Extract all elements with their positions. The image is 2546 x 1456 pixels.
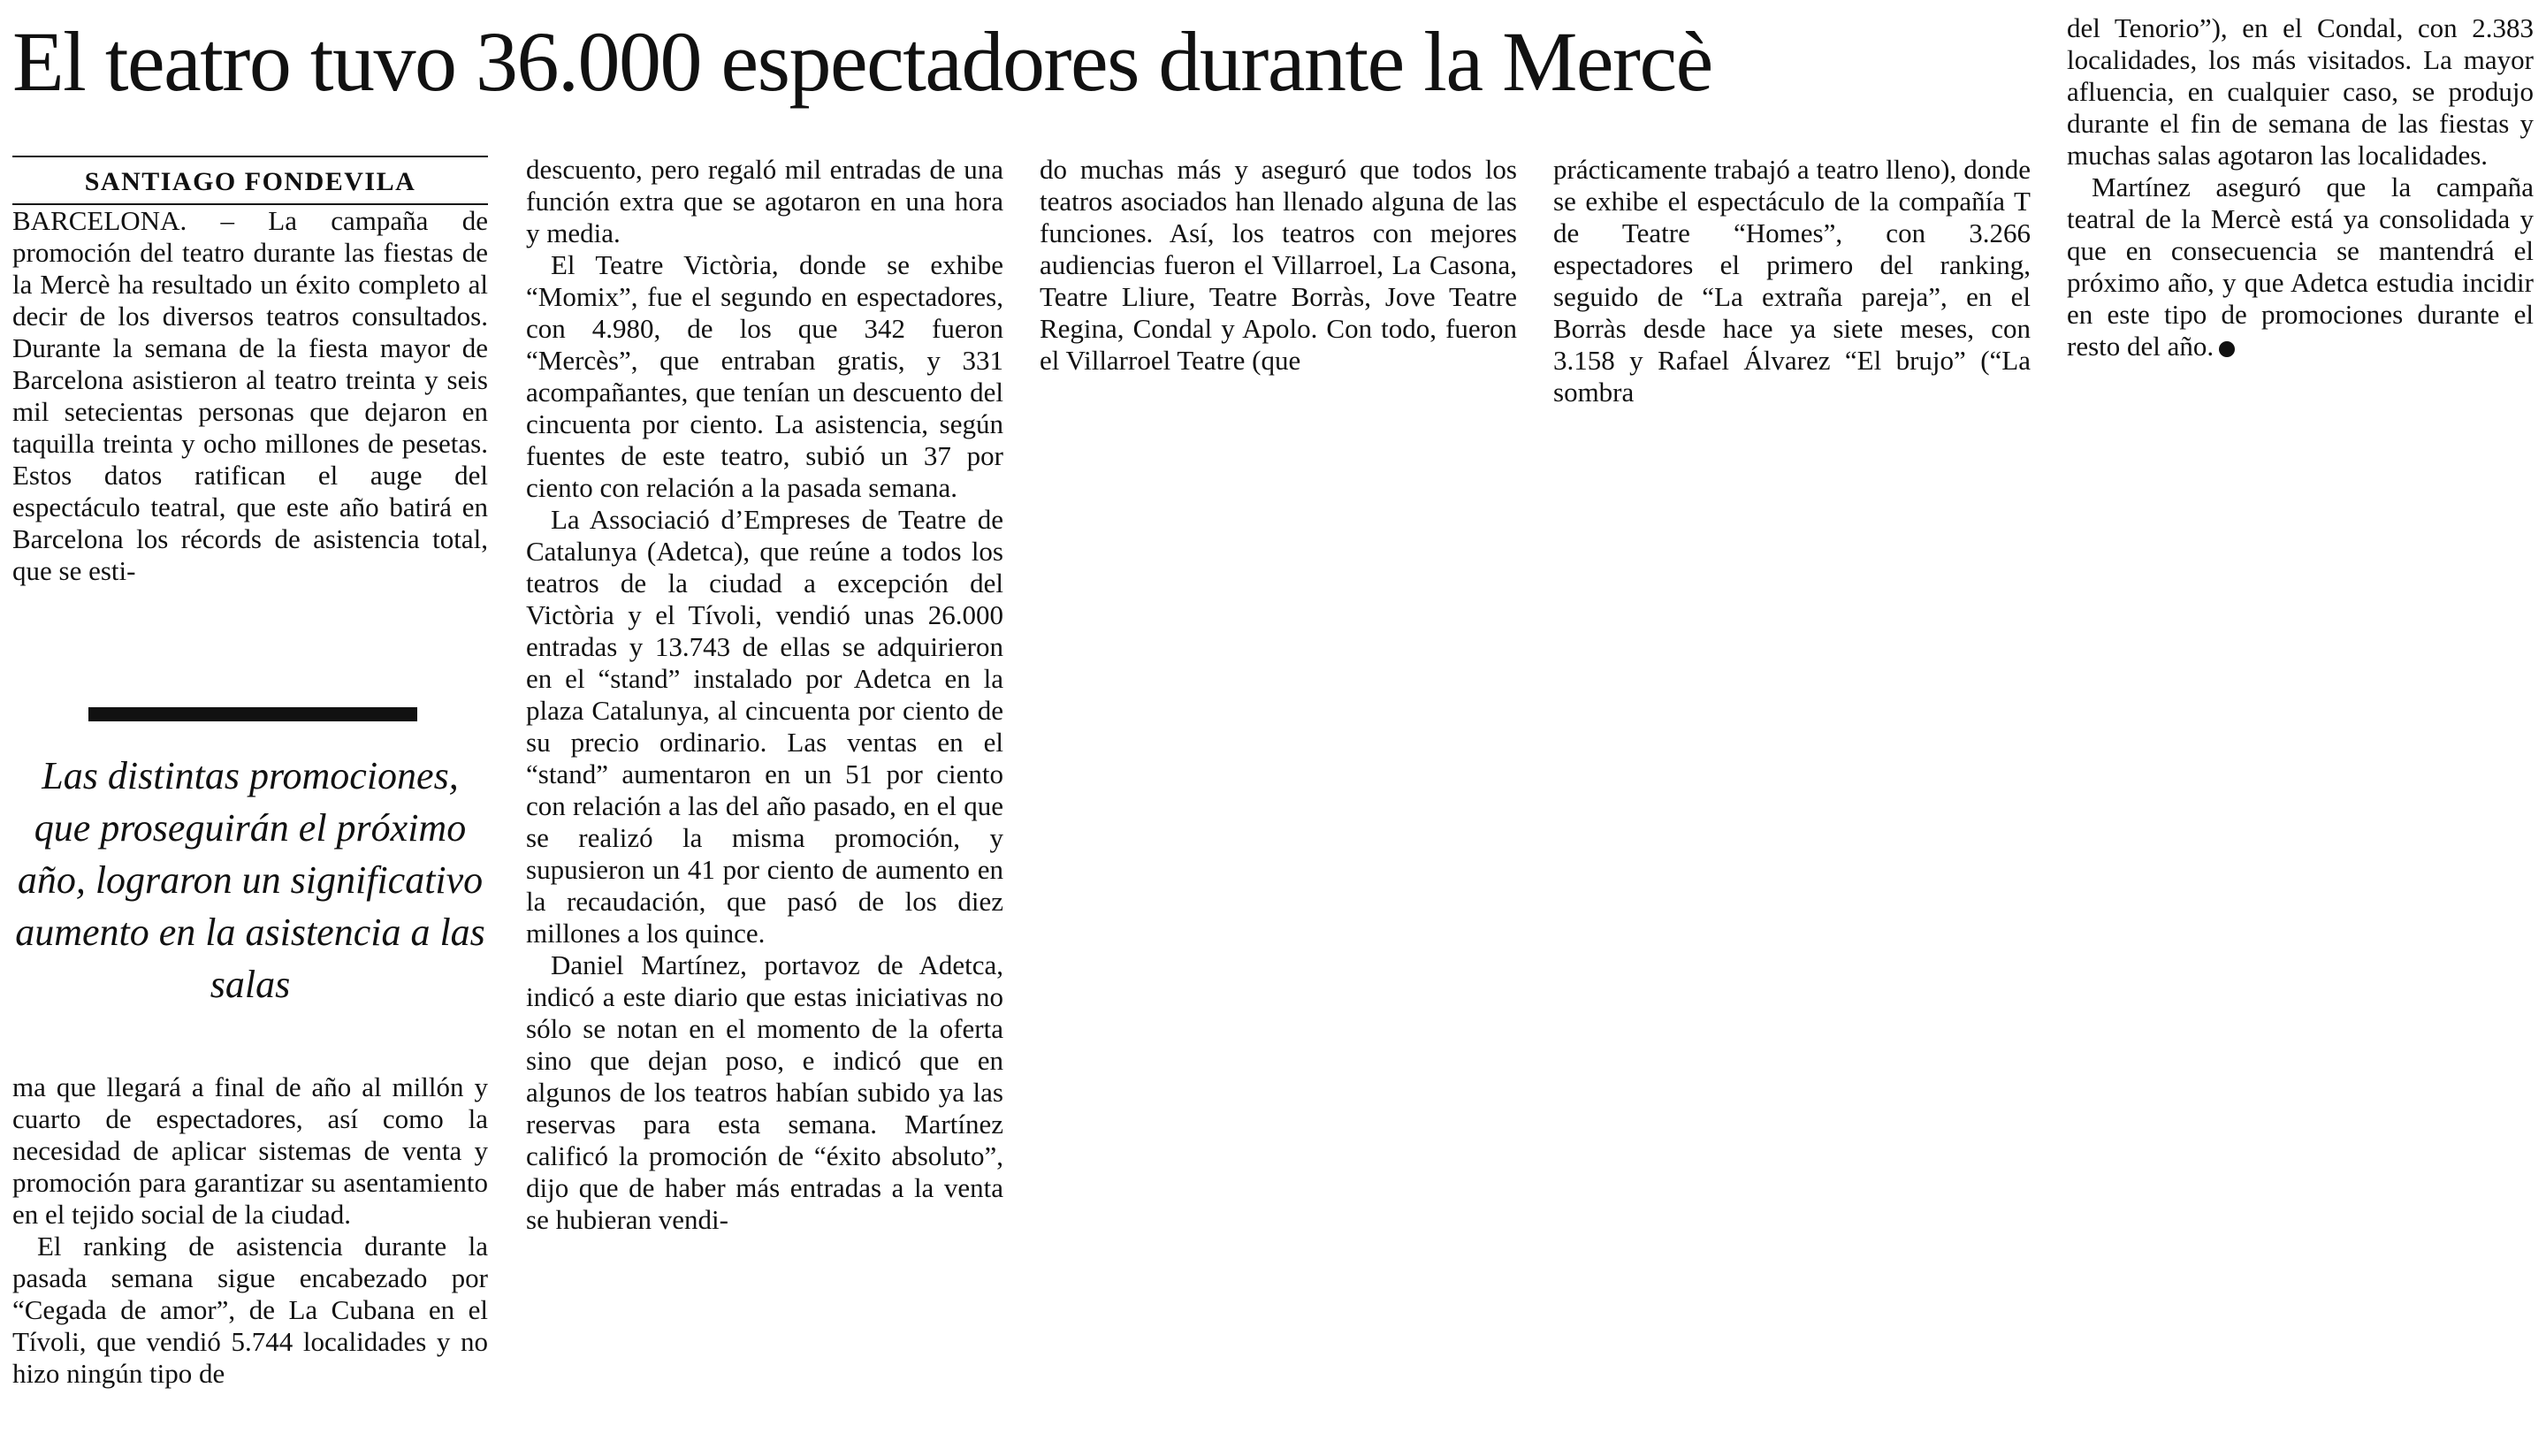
column-5 — [2067, 12, 2534, 362]
paragraph: do muchas más y aseguró que todos los teatros asociados han llenado alguna de las funciones. Así, los teatros con mejores audiencias fueron el Villarroel, La Casona, Teatre Lliure, Teatre Borràs, Jove Teatre Regina, Condal y Apolo. Con todo, fueron el Villarroel Teatre (que — [1040, 154, 1517, 376]
paragraph: La Associació d’Empreses de Teatre de Catalunya (Adetca), que reúne a todos los teatros de la ciudad a excepción del Victòria y el Tívoli, vendió unas 26.000 entradas y 13.743 de ellas se adquirieron en el “stand” instalado por Adetca en la plaza Catalunya, al cincuenta por ciento de su precio ordinario. Las ventas en el “stand” aumentaron en un 51 por ciento con relación a las del año pasado, en el que se realizó la misma promoción, y supusieron un 41 por ciento de aumento en la recaudación, que pasó de los diez millones a los quince. — [526, 504, 1003, 949]
pull-quote-bar — [88, 707, 417, 721]
column-1-bottom — [12, 1071, 488, 1390]
pull-quote: Las distintas promociones, que proseguirán el próximo año, lograron un significativo aumento en la asistencia a las salas — [15, 754, 485, 1006]
paragraph: Daniel Martínez, portavoz de Adetca, indicó a este diario que estas iniciativas no sólo se notan en el momento de la oferta sino que dejan poso, e indicó que en algunos de los teatros habían subido ya las reservas para esta semana. Martínez calificó la promoción de “éxito absoluto”, dijo que de haber más entradas a la venta se hubieran vendi- — [526, 949, 1003, 1235]
paragraph: ma que llegará a final de año al millón y cuarto de espectadores, así como la necesidad de aplicar sistemas de venta y promoción para garantizar su asentamiento en el tejido social de la ciudad. — [12, 1071, 488, 1230]
paragraph: BARCELONA. – La campaña de promoción del teatro durante las fiestas de la Mercè ha resultado un éxito completo al decir de los diversos teatros consultados. Durante la semana de la fiesta mayor de Barcelona asistieron al teatro treinta y seis mil setecientas personas que dejaron en taquilla treinta y ocho millones de pesetas. Estos datos ratifican el auge del espectáculo teatral, que este año batirá en Barcelona los récords de asistencia total, que se esti- — [12, 205, 488, 586]
byline: SANTIAGO FONDEVILA — [84, 167, 416, 196]
paragraph: descuento, pero regaló mil entradas de una función extra que se agotaron en una hora y media. — [526, 154, 1003, 248]
paragraph — [2067, 172, 2534, 362]
column-3 — [1040, 154, 1517, 377]
paragraph-text: Martínez aseguró que la campaña teatral de la Mercè está ya consolidada y que en consecuencia se mantendrá el próximo año, y que Adetca estudia incidir en este tipo de promociones durante el resto del año. — [2067, 172, 2534, 362]
headline: El teatro tuvo 36.000 espectadores durante la Mercè — [12, 14, 1712, 109]
paragraph: prácticamente trabajó a teatro lleno), donde se exhibe el espectáculo de la compañía T de Teatre “Homes”, con 3.266 espectadores el primero del ranking, seguido de “La extraña pareja”, en el Borràs desde hace ya siete meses, con 3.158 y Rafael Álvarez “El brujo” (“La sombra — [1553, 154, 2031, 408]
paragraph: del Tenorio”), en el Condal, con 2.383 localidades, los más visitados. La mayor afluencia, en cualquier caso, se produjo durante el fin de semana de las fiestas y muchas salas agotaron las localidades. — [2067, 12, 2534, 171]
paragraph: El Teatre Victòria, donde se exhibe “Momix”, fue el segundo en espectadores, con 4.980, de los que 342 fueron “Mercès”, que entraban gratis, y 331 acompañantes, que tenían un descuento del cincuenta por ciento. La asistencia, según fuentes de este teatro, subió un 37 por ciento con relación a la pasada semana. — [526, 249, 1003, 503]
end-of-article-bullet-icon — [2219, 341, 2235, 357]
paragraph: El ranking de asistencia durante la pasada semana sigue encabezado por “Cegada de amor”, de La Cubana en el Tívoli, que vendió 5.744 localidades y no hizo ningún tipo de — [12, 1231, 488, 1389]
column-1-top — [12, 205, 488, 587]
column-4 — [1553, 154, 2031, 408]
byline-top-rule — [12, 156, 488, 157]
column-2 — [526, 154, 1003, 1236]
